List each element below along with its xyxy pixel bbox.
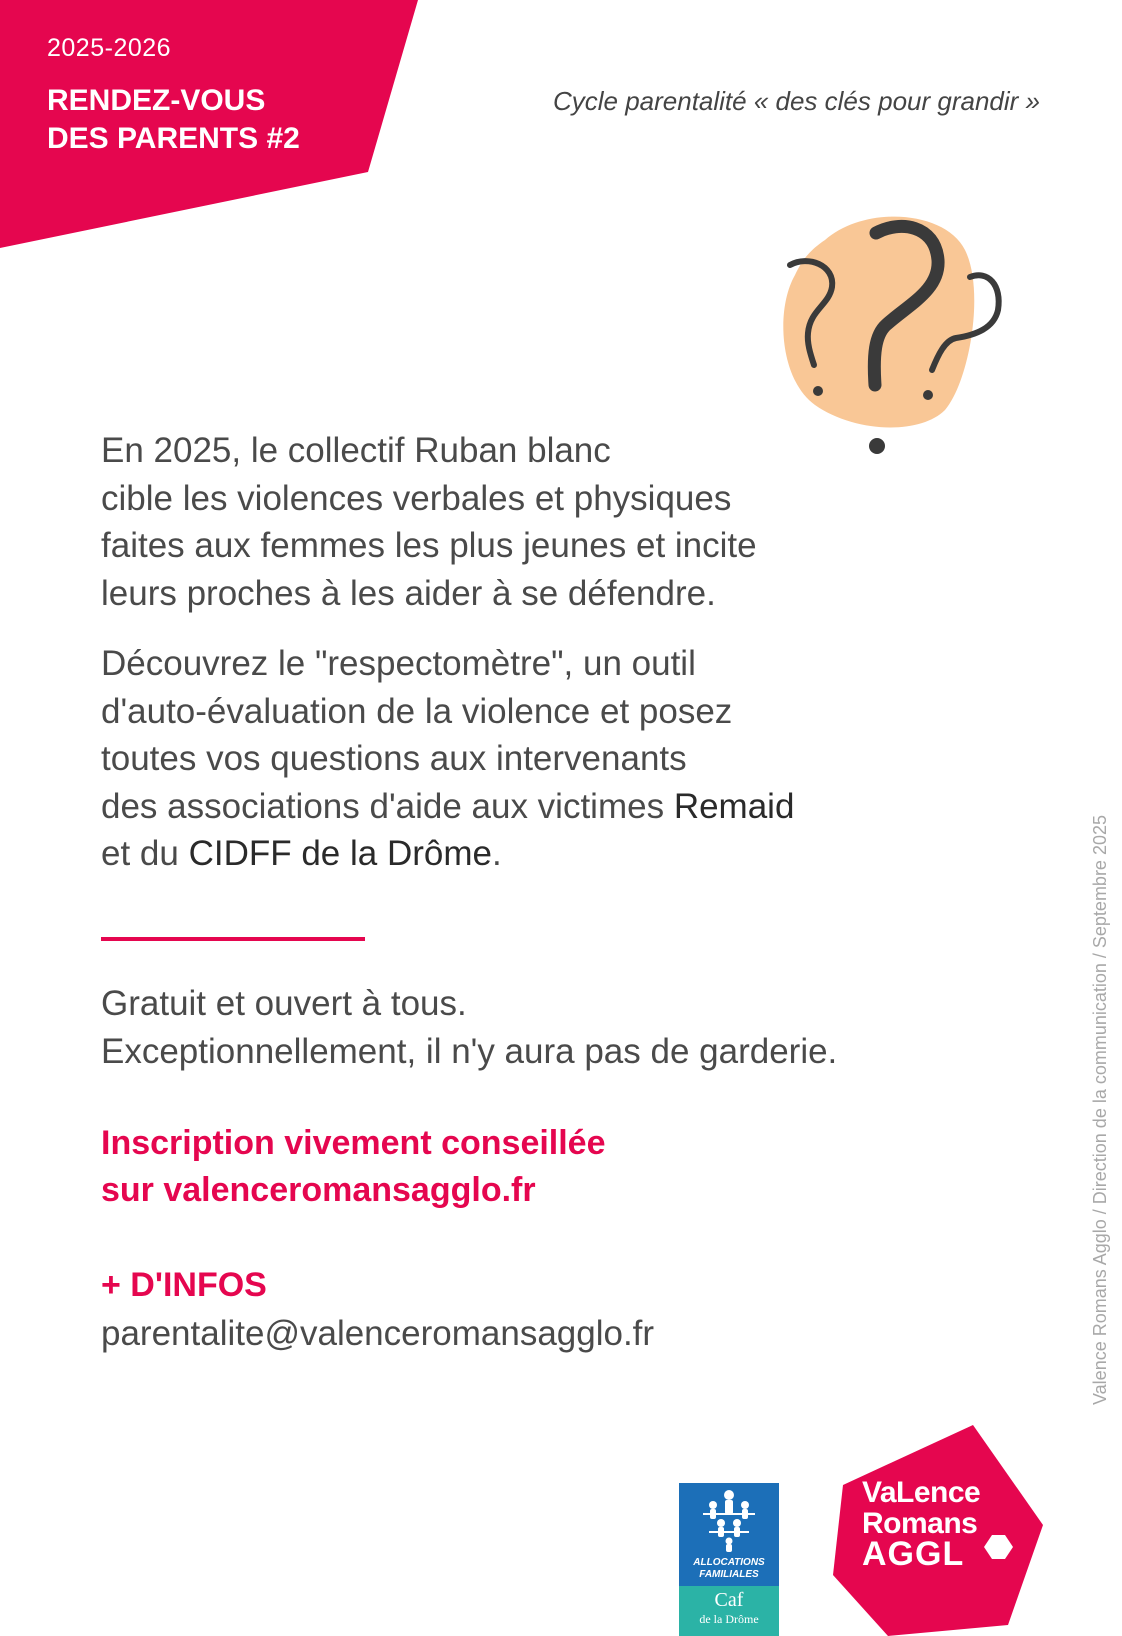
agglo-line1: VaLence [862, 1476, 981, 1509]
cidff-name: CIDFF de la Drôme [188, 834, 492, 873]
pink-divider [101, 937, 365, 941]
banner-title: RENDEZ-VOUS DES PARENTS #2 [47, 84, 300, 155]
intro-paragraph: En 2025, le collectif Ruban blanc cible les violences verbales et physiques faites aux femmes les plus jeunes et incite leurs proches à les aider à se défendre. [101, 431, 757, 613]
respectometre-paragraph [101, 640, 1001, 878]
caf-name: Caf [714, 1589, 744, 1611]
agglo-line2: Romans [862, 1507, 978, 1540]
caf-logo [679, 1483, 779, 1636]
respectometre-connector: et du [101, 834, 179, 873]
infos-heading: + D'INFOS [101, 1266, 267, 1304]
registration-note[interactable]: Inscription vivement conseillée sur valenceromansagglo.fr [101, 1124, 606, 1209]
respectometre-end: . [491, 834, 502, 873]
header-banner [0, 0, 430, 250]
agglo-wordmark [862, 1476, 1042, 1573]
remaid-name: Remaid [673, 786, 795, 826]
cycle-subtitle: Cycle parentalité « des clés pour grandir » [552, 86, 1040, 116]
contact-email[interactable]: parentalite@valenceromansagglo.fr [101, 1314, 655, 1353]
access-info: Gratuit et ouvert à tous. Exceptionnellement, il n'y aura pas de garderie. [101, 984, 838, 1071]
banner-year: 2025-2026 [47, 34, 172, 62]
caf-figures-icon [679, 1483, 779, 1563]
agglo-line3: AGGL [862, 1535, 965, 1573]
credit-line: Valence Romans Agglo / Direction de la communication / Septembre 2025 [1090, 815, 1110, 1405]
respectometre-text: Découvrez le "respectomètre", un outil d'auto-évaluation de la violence et posez toutes vos questions aux intervenants des associations d'aide aux victimes [101, 644, 733, 826]
caf-sub: de la Drôme [699, 1612, 759, 1626]
caf-bottom [679, 1586, 779, 1636]
caf-label: ALLOCATIONS FAMILIALES [693, 1557, 765, 1580]
